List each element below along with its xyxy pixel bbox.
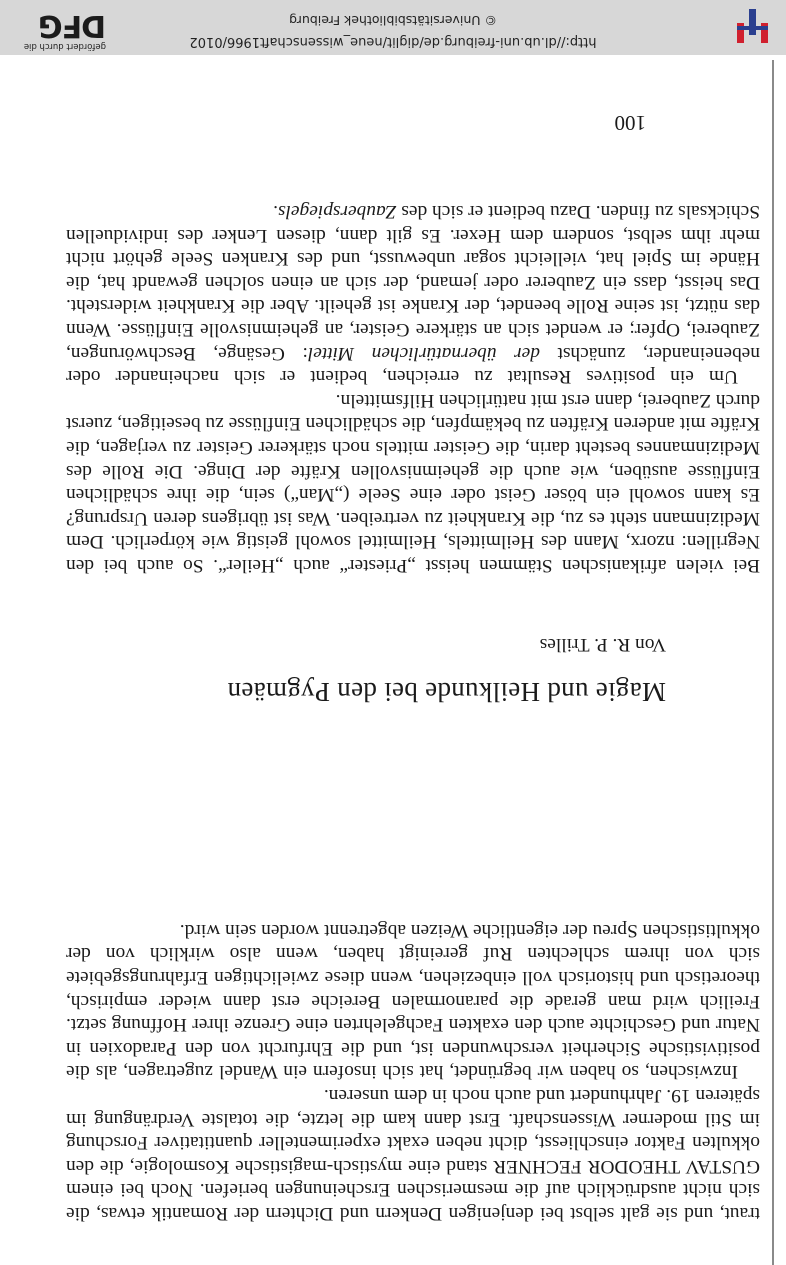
- article-author: Von R. P. Trilles: [539, 634, 666, 655]
- article-paragraph-2: [66, 200, 760, 389]
- source-url-link[interactable]: http://dl.ub.uni-freiburg.de/diglit/neue_wissenschaft1966/0102: [189, 34, 597, 49]
- continuation-paragraph-2: Inzwischen, so haben wir begründet, hat sich insofern ein Wandel zugetragen, als die positivistische Sicherheit verschwunden ist, und die Ehrfurcht von den Paradoxien in Natur und Geschichte auch den exakten Fachgelehrten eine Grenze ihrer Hoffnung setzt. Freilich wird man gerade die paranormalen Bereiche erst dann wieder empirisch, theoretisch und historisch voll einbeziehen, wenn diese zwielichtigen Erfahrungsgebiete sich von ihrem schlechten Ruf gereinigt haben, wenn also wirklich von der okkultistischen Spreu der eigentliche Weizen abgetrennt worden sein wird.: [66, 919, 760, 1083]
- continuation-text: [66, 918, 760, 1225]
- emphasis-supernatural-means: der übernatürlichen Mittel: [307, 342, 540, 364]
- dfg-logo: [10, 3, 106, 51]
- dfg-wordmark: DFG: [38, 8, 106, 43]
- footer-bar: [0, 0, 786, 55]
- paragraph-2-rest: : Gesänge, Beschwörungen, Zauberei, Opfer; er wendet sich an stärkere Geister, an geheimnisvolle Einflüsse. Wenn das nützt, ist seine Rolle beendet, der Kranke ist geheilt. Aber die Krankheit widersteht. Das heisst, dass ein Zauberer oder jemand, der sich an einen solchen gewandt hat, die Hände im Spiel hat, vielleicht sogar unbewusst, und des Kranken Seele gehört nicht mehr ihm selbst, sondern dem Hexer. Es gilt dann, diesen Lenker des individuellen Schicksals zu finden. Dazu bedient er sich des: [66, 201, 760, 364]
- article-body: [66, 200, 760, 578]
- scan-edge-line: [772, 60, 774, 1265]
- emphasis-magic-mirror: Zauberspiegels: [278, 201, 397, 223]
- dfg-funding-note: gefördert durch die: [23, 41, 106, 51]
- copyright-notice: © Universitätsbibliothek Freiburg: [289, 13, 497, 28]
- page-number: 100: [614, 111, 646, 135]
- article-paragraph-1: Bei vielen afrikanischen Stämmen heisst „Priester“ auch „Heiler“. So auch bei den Negrillen: nzorx, Mann des Heilmittels, Heilmittel sowohl geistig wie körperlich. Dem Medizinmann steht es zu, die Krankheit zu vertreiben. Was ist übrigens deren Ursprung? Es kann sowohl ein böser Geist oder eine Seele („Man“) sein, die ihre schädlichen Einflüsse ausüben, wie auch die geheimnisvollen Kräfte der Dinge. Die Rolle des Medizinmannes besteht darin, die Geister mittels noch stärkerer Geister zu verjagen, die Kräfte mit anderen Kräften zu bekämpfen, die schädlichen Einflüsse zu beseitigen, zuerst durch Zauberei, dann erst mit natürlichen Hilfsmitteln.: [65, 389, 760, 576]
- paragraph-2-start: Um ein positives Resultat zu erreichen, bedient er sich nacheinander oder nebeneinander, zunächst: [66, 342, 760, 388]
- paragraph-2-end: .: [273, 201, 279, 223]
- continuation-paragraph-1: traut, und sie galt selbst bei denjenigen Denkern und Dichtern der Romantik etwas, die sich nicht ausdrücklich auf die mesmerischen Erscheinungen beriefen. Noch bei einem GUSTAV THEODOR FECHNER stand eine mystisch-magistische Kosmologie, die den okkulten Faktor einschliesst, dicht neben exakt experimenteller quantitativer Forschung im Stil moderner Wissenschaft. Erst dann kam die letzte, die totalste Verdrängung im späteren 19. Jahrhundert und auch noch in dem unseren.: [66, 1085, 760, 1224]
- article-title: Magie und Heilkunde bei den Pygmäen: [227, 677, 666, 707]
